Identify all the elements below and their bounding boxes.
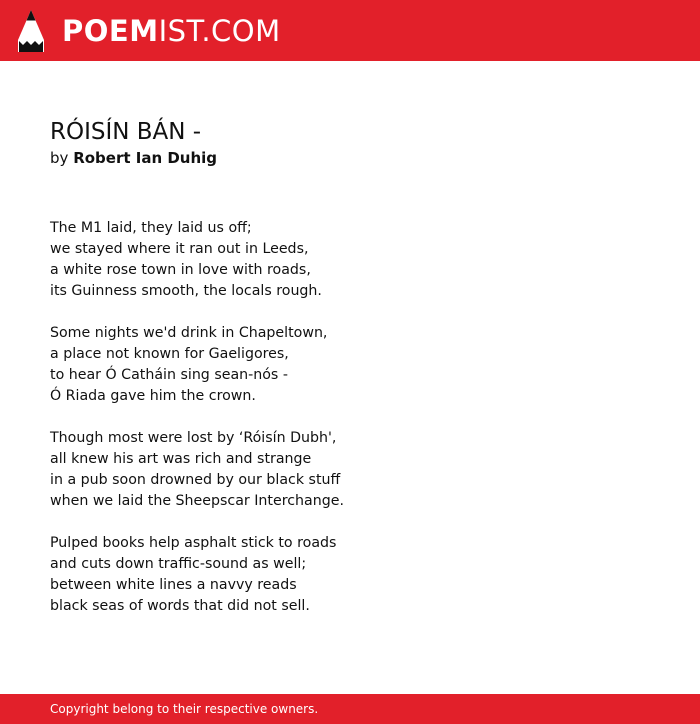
poem-line: black seas of words that did not sell.	[50, 598, 310, 614]
poem-line: when we laid the Sheepscar Interchange.	[50, 493, 344, 509]
poem-line: The M1 laid, they laid us off;	[50, 220, 252, 236]
site-logo[interactable]	[18, 10, 44, 52]
poem-line: Ó Riada gave him the crown.	[50, 388, 256, 404]
author-name: Robert Ian Duhig	[73, 149, 218, 167]
stanza	[50, 323, 470, 407]
pencil-tip-icon	[18, 10, 44, 52]
stanza	[50, 428, 470, 512]
poem-title: RÓISÍN BÁN -	[50, 119, 202, 145]
poem-line: a place not known for Gaeligores,	[50, 346, 289, 362]
poem-body	[50, 218, 470, 638]
site-footer	[0, 694, 700, 724]
poem-line: to hear Ó Catháin sing sean-nós -	[50, 367, 288, 383]
poem-line: and cuts down traffic-sound as well;	[50, 556, 307, 572]
copyright-notice: Copyright belong to their respective owners.	[50, 702, 319, 716]
site-header	[0, 0, 700, 61]
brand-bold-text: POEM	[62, 14, 159, 48]
poem-line: all knew his art was rich and strange	[50, 451, 312, 467]
poem-line: Though most were lost by ‘Róisín Dubh',	[50, 430, 337, 446]
poem-line: its Guinness smooth, the locals rough.	[50, 283, 322, 299]
poem-line: Pulped books help asphalt stick to roads	[50, 535, 337, 551]
stanza	[50, 218, 470, 302]
poem-line: in a pub soon drowned by our black stuff	[50, 472, 341, 488]
byline	[50, 148, 217, 168]
byline-prefix: by	[50, 149, 69, 167]
brand-light-text: IST.COM	[158, 14, 281, 48]
poem-line: between white lines a navvy reads	[50, 577, 297, 593]
poem-line: a white rose town in love with roads,	[50, 262, 311, 278]
site-brand-name[interactable]	[62, 14, 281, 48]
poem-line: we stayed where it ran out in Leeds,	[50, 241, 309, 257]
poem-line: Some nights we'd drink in Chapeltown,	[50, 325, 328, 341]
stanza	[50, 533, 470, 617]
